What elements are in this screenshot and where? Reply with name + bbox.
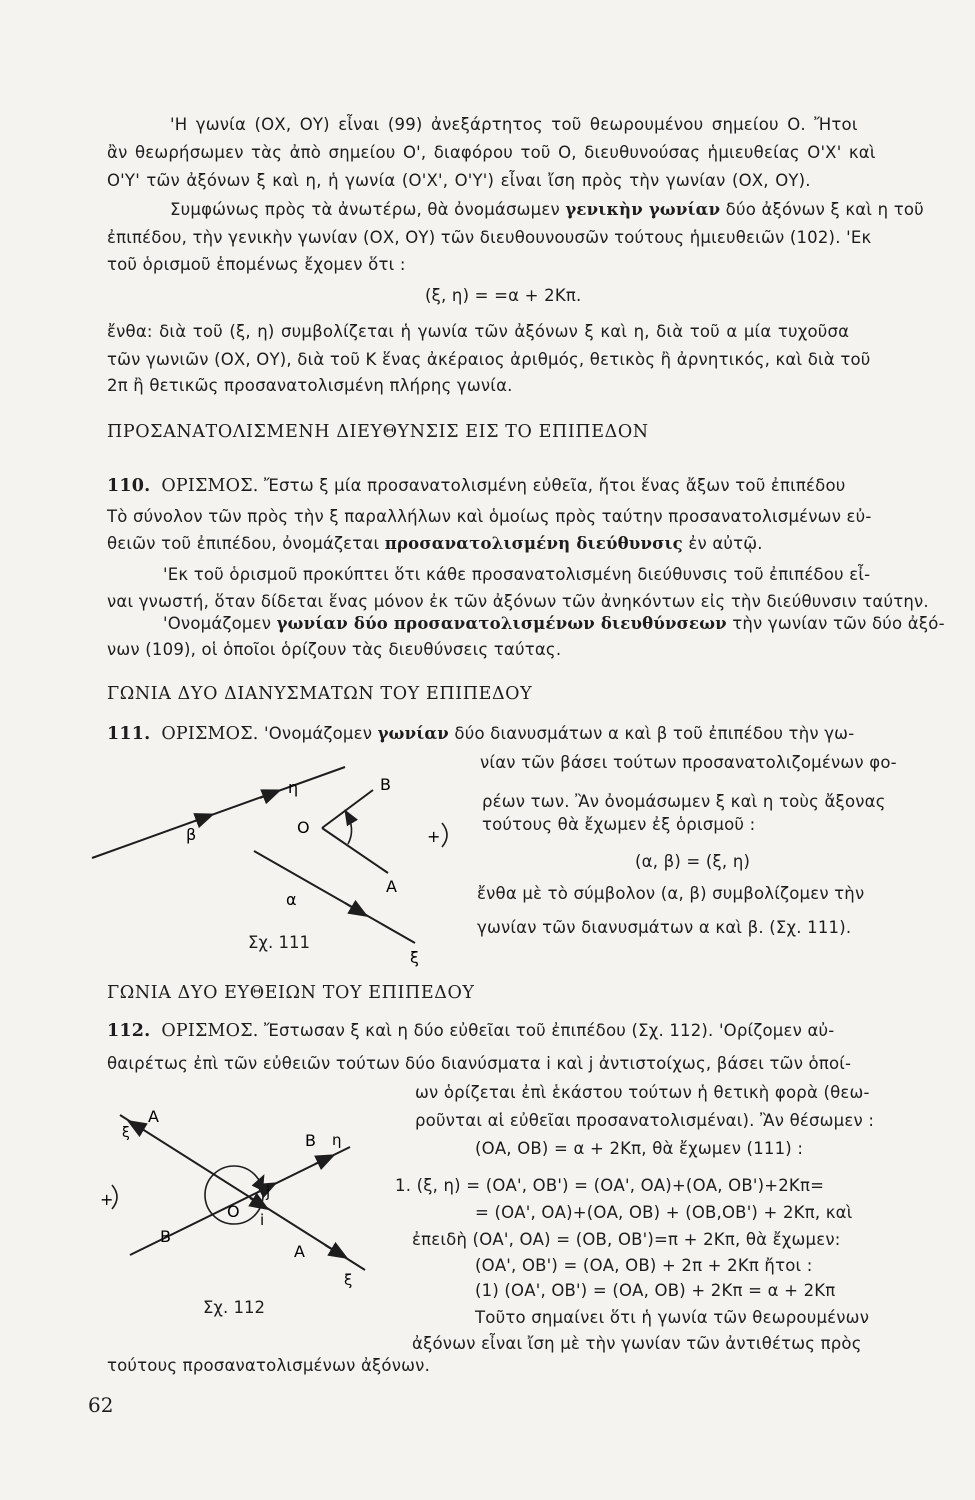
definition-label: ΟΡΙΣΜΟΣ. [161, 724, 259, 744]
text-line: ων ὁρίζεται ἐπὶ ἑκάστου τούτων ἡ θετικὴ φορὰ (θεω- [415, 1083, 870, 1102]
label-O: Ο [227, 1202, 240, 1221]
text-line: = (ΟΑ', ΟΑ)+(ΟΑ, ΟΒ) + (ΟΒ,ΟΒ') + 2Κπ, καὶ [475, 1203, 853, 1222]
label-xi-bottom: ξ [344, 1271, 353, 1289]
figure-caption: Σχ. 112 [203, 1298, 265, 1317]
orientation-arc [442, 823, 447, 847]
circle-arrow [260, 1177, 263, 1183]
text-line: Τὸ σύνολον τῶν πρὸς τὴν ξ παραλλήλων καὶ ὁμοίως πρὸς ταύτην προσανατολισμένων εὐ- [107, 507, 872, 526]
text-run: Συμφώνως πρὸς τὰ ἀνωτέρω, θὰ ὀνομάσωμεν [170, 200, 566, 219]
ray-OA [322, 828, 388, 873]
section-heading: ΓΩΝΙΑ ΔΥΟ ΔΙΑΝΥΣΜΑΤΩΝ ΤΟΥ ΕΠΙΠΕΔΟΥ [107, 684, 533, 704]
angle-arc [346, 812, 352, 844]
text-line: ἔνθα: διὰ τοῦ (ξ, η) συμβολίζεται ἡ γωνία τῶν ἀξόνων ξ καὶ η, διὰ τοῦ α μία τυχοῦσα [107, 322, 850, 341]
definition-number: 110. [107, 476, 151, 496]
text-line: τούτους θὰ ἔχωμεν ἐξ ὁρισμοῦ : [482, 815, 756, 834]
text-line: Τοῦτο σημαίνει ὅτι ἡ γωνία τῶν θεωρουμένων [475, 1308, 870, 1327]
term-angle-of-directions: γωνίαν δύο προσανατολισμένων διευθύνσεων [276, 614, 727, 633]
text-line: ρέων των. Ἂν ὀνομάσωμεν ξ καὶ η τοὺς ἄξονας [482, 792, 886, 811]
text-line: τούτους προσανατολισμένων ἀξόνων. [107, 1356, 431, 1375]
text-line: ἂν θεωρήσωμεν τὰς ἀπὸ σημείου Ο', διαφόρου τοῦ Ο, διευθυνούσας ἡμιευθείας Ο'Χ' καὶ [107, 143, 876, 162]
definition-label: ΟΡΙΣΜΟΣ. [161, 476, 259, 496]
section-heading: ΓΩΝΙΑ ΔΥΟ ΕΥΘΕΙΩΝ ΤΟΥ ΕΠΙΠΕΔΟΥ [107, 983, 475, 1003]
axis-xi-arrow [325, 1245, 345, 1257]
label-O: Ο [297, 818, 310, 837]
label-eta: η [332, 1131, 342, 1149]
arrow-A-prime [130, 1122, 140, 1128]
text-run: δύο διανυσμάτων α καὶ β τοῦ ἐπιπέδου τὴν γω- [448, 724, 855, 743]
text-run: 'Ονομάζομεν [264, 724, 378, 743]
vector-beta-arrow [195, 815, 211, 821]
axis-eta-line [92, 767, 345, 858]
text-line: ναι γνωστή, ὅταν δίδεται ἕνας μόνον ἐκ τῶν ἀξόνων τῶν ἀνηκόντων εἰς τὴν διεύθυνσιν ταύτην. [107, 592, 929, 611]
axis-eta-arrow [260, 791, 278, 798]
text-run: 'Ονομάζομεν [163, 614, 277, 633]
text-line: τοῦ ὁρισμοῦ ἑπομένως ἔχομεν ὅτι : [107, 255, 406, 274]
text-line: 'Εκ τοῦ ὁρισμοῦ προκύπτει ὅτι κάθε προσανατολισμένη διεύθυνσις τοῦ ἐπιπέδου εἶ- [163, 565, 871, 584]
text-run: ἐν αὐτῷ. [682, 534, 763, 553]
text-line: ἀξόνων εἶναι ἴση μὲ τὴν γωνίαν τῶν ἀντιθέτως πρὸς [412, 1334, 862, 1353]
text-line: γωνίαν τῶν διανυσμάτων α καὶ β. (Σχ. 111). [477, 918, 852, 937]
text-line: τῶν γωνιῶν (ΟΧ, ΟΥ), διὰ τοῦ Κ ἕνας ἀκέραιος ἀριθμός, θετικὸς ἢ ἀρνητικός, καὶ διὰ τοῦ [107, 350, 871, 369]
definition-111-line [107, 724, 854, 744]
definition-number: 112. [107, 1021, 151, 1041]
text-line: νίαν τῶν βάσει τούτων προσανατολιζομένων φο- [480, 753, 897, 772]
axis-xi-line [254, 851, 415, 943]
text-run: δύο ἀξόνων ξ καὶ η τοῦ [720, 200, 924, 219]
label-plus: + [100, 1190, 114, 1209]
label-alpha: α [286, 890, 297, 909]
label-xi: ξ [410, 948, 419, 967]
text-line [107, 534, 763, 553]
text-line: νων (109), οἱ ὁποῖοι ὁρίζουν τὰς διευθύνσεις ταύτας. [107, 640, 562, 659]
label-A: Α [386, 877, 397, 896]
text-line: ἐπειδὴ (ΟΑ', ΟΑ) = (ΟΒ, ΟΒ')=π + 2Κπ, θὰ ἔχωμεν: [412, 1230, 841, 1249]
ray-OB [322, 790, 373, 828]
term-general-angle: γενικὴν γωνίαν [565, 200, 721, 219]
definition-110-line [107, 476, 846, 496]
text-run: Ἔστω ξ μία προσανατολισμένη εὐθεῖα, ἤτοι ἕνας ἄξων τοῦ ἐπιπέδου [264, 476, 846, 495]
text-line: 2π ἢ θετικῶς προσανατολισμένη πλήρης γωνία. [107, 376, 513, 395]
text-run: τὴν γωνίαν τῶν δύο ἀξό- [726, 614, 945, 633]
text-run: Ἔστωσαν ξ καὶ η δύο εὐθεῖαι τοῦ ἐπιπέδου (Σχ. 112). 'Ορίζομεν αὐ- [264, 1021, 835, 1040]
text-line: (ΟΑ, ΟΒ) = α + 2Κπ, θὰ ἔχωμεν (111) : [475, 1139, 804, 1158]
axis-xi-arrow [345, 903, 365, 915]
label-A-bottom: Α [294, 1242, 305, 1261]
label-B: Β [380, 775, 391, 794]
text-line: (ΟΑ', ΟΒ') = (ΟΑ, ΟΒ) + 2π + 2Κπ ἤτοι : [475, 1256, 813, 1275]
text-line: ροῦνται αἱ εὐθεῖαι προσανατολισμέναι). Ἂν θέσωμεν : [415, 1111, 875, 1130]
definition-number: 111. [107, 724, 151, 744]
label-xi-top: ξ [122, 1125, 130, 1141]
vector-i-arrow [250, 1198, 266, 1208]
page-number: 62 [88, 1393, 114, 1417]
formula: (α, β) = (ξ, η) [635, 852, 751, 871]
label-j: j [266, 1183, 271, 1201]
text-line: 1. (ξ, η) = (ΟΑ', ΟΒ') = (ΟΑ', ΟΑ)+(ΟΑ, ΟΒ')+2Κπ= [395, 1176, 825, 1195]
label-i: i [260, 1211, 265, 1229]
label-eta: η [288, 778, 299, 797]
text-line [170, 200, 924, 219]
text-line [163, 614, 945, 633]
axis-eta-arrow [315, 1156, 332, 1164]
section-heading: ΠΡΟΣΑΝΑΤΟΛΙΣΜΕΝΗ ΔΙΕΥΘΥΝΣΙΣ ΕΙΣ ΤΟ ΕΠΙΠΕΔΟΝ [107, 422, 649, 442]
text-run: θειῶν τοῦ ἐπιπέδου, ὀνομάζεται [107, 534, 385, 553]
figure-112 [100, 1085, 410, 1305]
formula: (ξ, η) = =α + 2Κπ. [425, 286, 582, 305]
label-plus: + [427, 827, 441, 846]
definition-label: ΟΡΙΣΜΟΣ. [161, 1021, 259, 1041]
text-line: ἐπιπέδου, τὴν γενικὴν γωνίαν (ΟΧ, ΟΥ) τῶν διευθουνουσῶν τούτους ἡμιευθειῶν (102). 'Εκ [107, 228, 872, 247]
definition-112-line [107, 1021, 834, 1041]
label-A-top: Α [148, 1107, 159, 1126]
text-line: θαιρέτως ἐπὶ τῶν εὐθειῶν τούτων δύο διανύσματα i καὶ j ἀντιστοίχως, βάσει τῶν ὁποί- [107, 1054, 852, 1073]
text-line: Ο'Υ' τῶν ἀξόνων ξ καὶ η, ἡ γωνία (Ο'Χ', Ο'Υ') εἶναι ἴση πρὸς τὴν γωνίαν (ΟΧ, ΟΥ). [107, 171, 811, 190]
label-B-right: Β [305, 1131, 316, 1150]
figure-caption: Σχ. 111 [248, 933, 310, 952]
label-B-left: Β [160, 1227, 171, 1246]
text-line: ἔνθα μὲ τὸ σύμβολον (α, β) συμβολίζομεν τὴν [477, 884, 865, 903]
term-angle: γωνίαν [377, 724, 449, 743]
label-beta: β [186, 825, 197, 844]
text-line: 'Η γωνία (ΟΧ, ΟΥ) εἶναι (99) ἀνεξάρτητος τοῦ θεωρουμένου σημείου Ο. Ἤτοι [170, 115, 858, 134]
term-oriented-direction: προσανατολισμένη διεύθυνσις [384, 534, 683, 553]
text-line: (1) (ΟΑ', ΟΒ') = (ΟΑ, ΟΒ) + 2Κπ = α + 2Κπ [475, 1281, 836, 1300]
